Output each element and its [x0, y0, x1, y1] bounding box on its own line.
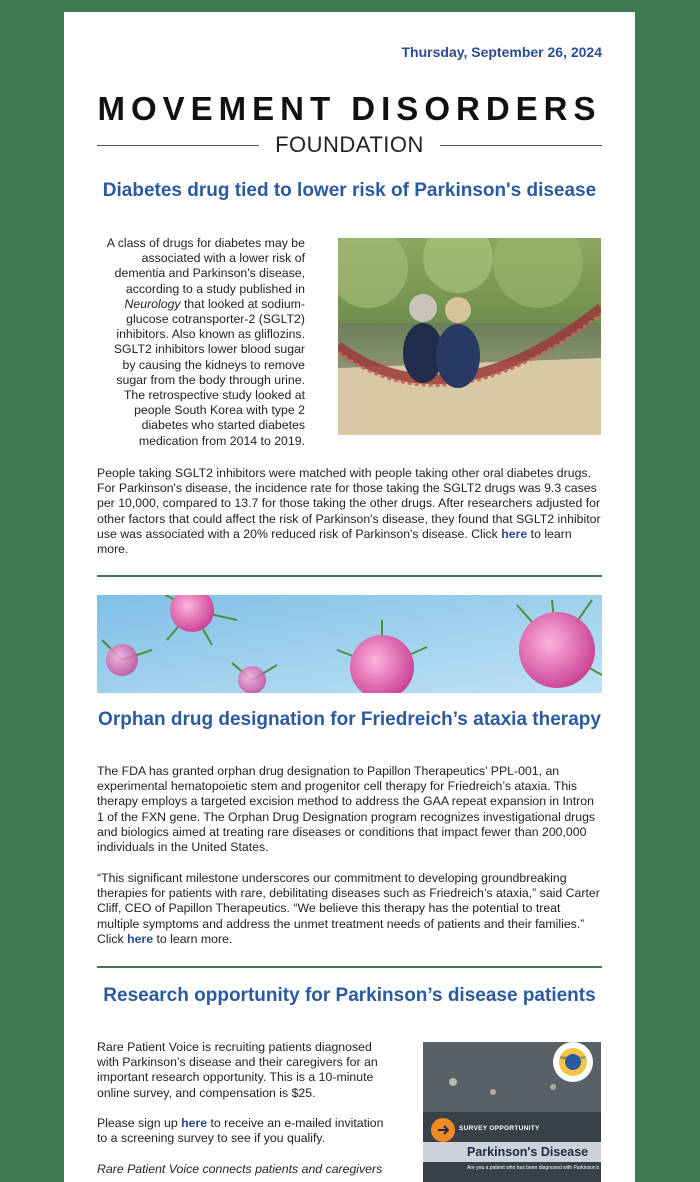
newsletter-page	[64, 12, 635, 1182]
article2-para2-end: to learn more.	[153, 931, 233, 946]
article1-headline: Diabetes drug tied to lower risk of Parkinson's disease	[102, 180, 597, 201]
brand-logo-subtitle: FOUNDATION	[275, 132, 424, 157]
article3-para1: Rare Patient Voice is recruiting patients diagnosed with Parkinson’s disease and their caregivers for an important research opportunity. This is a 10-minute online survey, and compensation is $25.	[97, 1040, 378, 1100]
brand-logo-subtitle-row	[97, 130, 602, 160]
article3-signup-link[interactable]: here	[181, 1116, 208, 1130]
article2-para1: The FDA has granted orphan drug designation to Papillon Therapeutics’ PPL-001, an experimental hematopoietic stem and progenitor cell therapy for Friedreich’s ataxia. This therapy employs a targeted excision method to address the GAA repeat expansion in Intron 1 of the FXN gene. The Orphan Drug Designation program recognizes investigational drugs and biologics aimed at treating rare diseases or conditions that impact fewer than 200,000 individuals in the United States.	[97, 764, 596, 855]
article1-learn-more-link[interactable]: here	[501, 526, 528, 541]
brand-logo-title: MOVEMENT DISORDERS	[97, 90, 602, 127]
article1-intro-text: A class of drugs for diabetes may be associated with a lower risk of dementia and Parkinson's disease, according to a study published in	[106, 236, 305, 296]
article1-body-end: to learn more.	[97, 526, 572, 557]
brand-rule-right	[440, 145, 602, 146]
article1-body	[97, 466, 602, 557]
article2-para2-text: “This significant milestone underscores our commitment to developing groundbreaking therapies for patients with rare, debilitating diseases such as Friedreich’s ataxia,” said Carter Cliff, CEO of Papillon Therapeutics. “We believe this therapy has the potential to treat multiple symptoms and address the unmet treatment needs of patients and their families.” Click	[97, 871, 600, 946]
couple-hammock-illustration	[338, 238, 601, 435]
article1-intro-text-cont: that looked at sodium-glucose cotransporter-2 (SGLT2) inhibitors. Also known as gliflozins. SGLT2 inhibitors lower blood sugar by causing the kidneys to remove sugar from the body through urine. The retrospective study looked at people South Korea with type 2 diabetes who started diabetes medication from 2014 to 2019.	[113, 296, 305, 448]
survey-flyer-image[interactable]	[423, 1042, 601, 1182]
brand-rule-left	[97, 145, 259, 146]
article3-para3: Rare Patient Voice connects patients and caregivers	[97, 1162, 383, 1176]
virus-illustration	[97, 595, 602, 693]
article3-para2	[97, 1116, 387, 1146]
survey-caption: Are you a patient who has been diagnosed with Parkinson's	[467, 1165, 600, 1171]
section-divider	[97, 575, 602, 577]
article2-learn-more-link[interactable]: here	[127, 931, 154, 946]
article1-intro	[100, 236, 305, 449]
couple-hammock-photo	[338, 238, 601, 435]
survey-title: Parkinson's Disease	[423, 1142, 601, 1162]
article3-headline: Research opportunity for Parkinson’s disease patients	[103, 985, 596, 1006]
article3-para2-end: to receive an e-mailed invitation to a screening survey to see if you qualify.	[97, 1116, 384, 1146]
article2-headline: Orphan drug designation for Friedreich’s ataxia therapy	[98, 709, 601, 730]
article1-body-text: People taking SGLT2 inhibitors were matched with people taking other oral diabetes drugs. For Parkinson's disease, the incidence rate for those taking the SGLT2 drugs was 9.3 cases per 10,000, compared to 13.7 for those taking the other drugs. After researchers adjusted for other factors that could affect the risk of Parkinson's disease, they found that SGLT2 inhibitor use was associated with a 20% reduced risk of Parkinson's disease. Click	[97, 466, 601, 541]
section-divider	[97, 966, 602, 968]
survey-tag: SURVEY OPPORTUNITY	[459, 1125, 540, 1132]
rare-patient-voice-logo-text: RARE PATIENT VOICE	[560, 1056, 586, 1064]
article3-para2-text: Please sign up	[97, 1116, 182, 1130]
journal-name: Neurology	[124, 296, 181, 311]
virus-banner-image	[97, 595, 602, 693]
article2-para2	[97, 871, 602, 947]
issue-date: Thursday, September 26, 2024	[401, 44, 602, 60]
